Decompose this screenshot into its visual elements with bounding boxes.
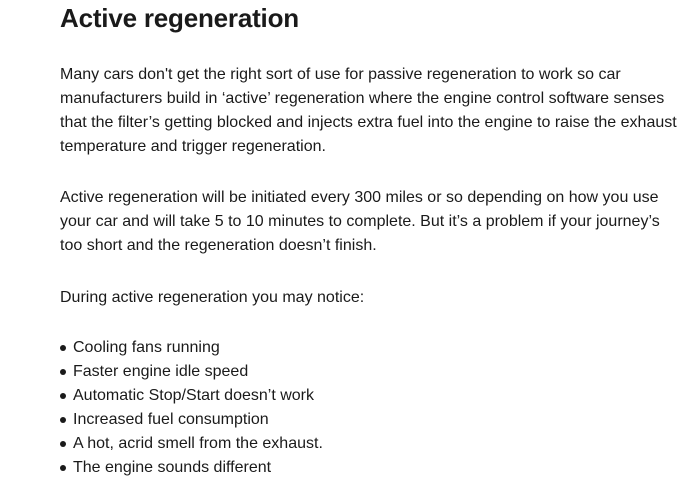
bullet-icon xyxy=(60,465,66,471)
paragraph-intro: Many cars don't get the right sort of use for passive regeneration to work so car manufacturers build in ‘active’ regeneration where the engine control software senses that the filter’s getting blocked and injects extra fuel into the engine to raise the exhaust temperature and trigger regeneration. xyxy=(60,66,677,155)
list-item xyxy=(60,384,680,408)
list-item-text: Faster engine idle speed xyxy=(73,363,249,380)
list-item-text: Increased fuel consumption xyxy=(73,411,269,428)
list-item-text: The engine sounds different xyxy=(73,459,272,476)
list-item xyxy=(60,408,680,432)
bullet-icon xyxy=(60,417,66,423)
section-heading: Active regeneration xyxy=(60,3,299,33)
paragraph-frequency: Active regeneration will be initiated every 300 miles or so depending on how you use your car and will take 5 to 10 minutes to complete. But it’s a problem if your journey’s too short and the regeneration doesn’t finish. xyxy=(60,189,660,254)
bullet-icon xyxy=(60,369,66,375)
symptoms-list xyxy=(60,336,680,480)
bullet-icon xyxy=(60,441,66,447)
list-item xyxy=(60,432,680,456)
list-item xyxy=(60,360,680,384)
list-item-text: Cooling fans running xyxy=(73,339,220,356)
paragraph-notice-lead: During active regeneration you may notice: xyxy=(60,289,365,306)
bullet-icon xyxy=(60,393,66,399)
list-item-text: A hot, acrid smell from the exhaust. xyxy=(73,435,323,452)
bullet-icon xyxy=(60,345,66,351)
list-item xyxy=(60,456,680,480)
list-item-text: Automatic Stop/Start doesn’t work xyxy=(73,387,314,404)
list-item xyxy=(60,336,680,360)
